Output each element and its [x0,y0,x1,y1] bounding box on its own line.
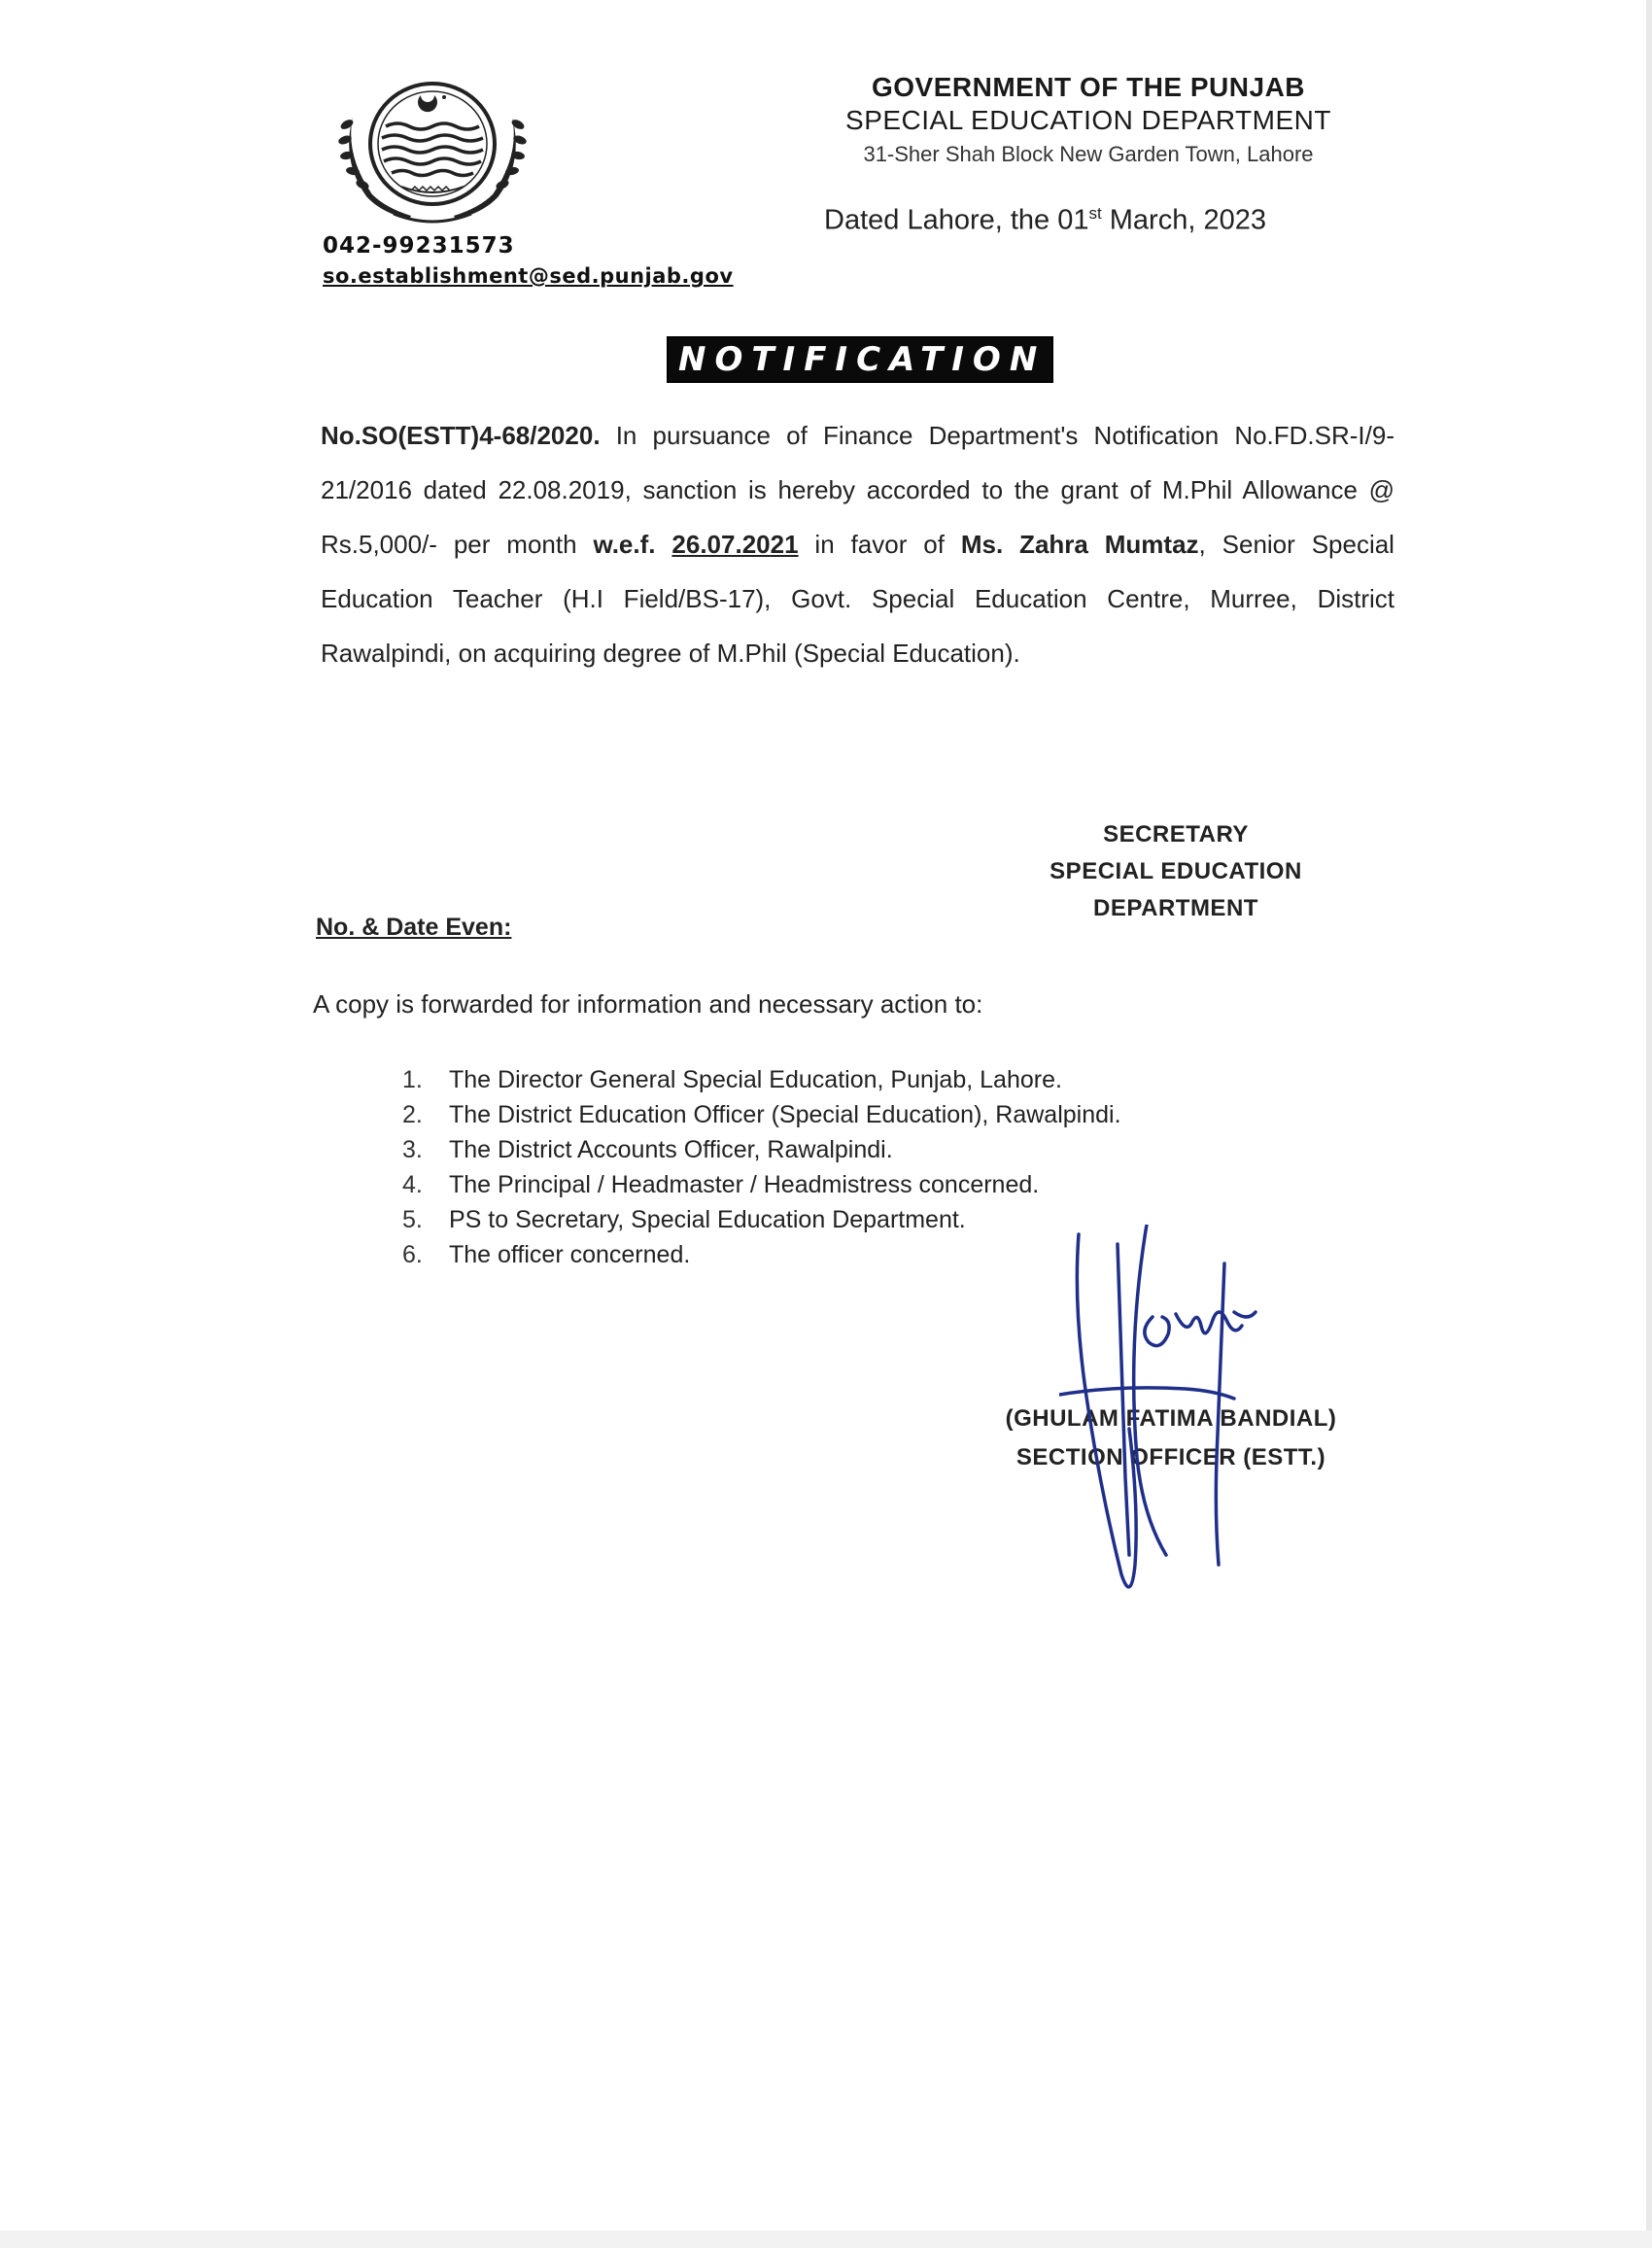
notification-title: NOTIFICATION [667,336,1053,383]
date-prefix: Dated Lahore, the 01 [824,204,1089,236]
list-item [402,1097,1121,1132]
list-item-text: The Director General Special Education, Punjab, Lahore. [449,1066,1062,1093]
list-item-number: 5. [402,1206,423,1233]
date-line [824,204,1266,237]
list-item-number: 1. [402,1066,423,1093]
handwritten-signature [1059,1225,1312,1613]
secretary-block [1030,816,1322,927]
list-item-number: 3. [402,1136,423,1163]
wef-label: w.e.f. [593,530,656,559]
secretary-line-1: SECRETARY [1103,821,1249,847]
date-rest: March, 2023 [1101,204,1266,236]
letterhead [797,72,1380,167]
list-item [402,1167,1121,1202]
body-text-2: in favor of [798,530,961,559]
list-item [402,1237,1121,1272]
no-date-even-label: No. & Date Even: [316,914,512,941]
list-item [402,1202,1121,1237]
department-title: SPECIAL EDUCATION DEPARTMENT [845,105,1331,135]
list-item [402,1062,1121,1097]
recipient-list [402,1062,1121,1272]
list-item [402,1132,1121,1167]
list-item-text: The District Education Officer (Special Education), Rawalpindi. [449,1101,1121,1128]
officer-designation: SECTION OFFICER (ESTT.) [1015,1444,1326,1470]
contact-info [323,233,734,288]
list-item-text: PS to Secretary, Special Education Department. [449,1206,966,1233]
officer-name: (GHULAM FATIMA BANDIAL) [1005,1405,1337,1432]
department-address: 31-Sher Shah Block New Garden Town, Lahore [863,142,1314,166]
body-text-1: In pursuance of Finance Department's Notification No.FD.SR-I/9-21/2016 dated 22.08.2019, sanction is hereby accorded to the grant of M.Phil Allowance @ Rs.5,000/- per month [321,421,1394,559]
list-item-text: The Principal / Headmaster / Headmistress concerned. [449,1171,1040,1198]
list-item-number: 4. [402,1171,423,1198]
list-item-number: 2. [402,1101,423,1128]
reference-number: No.SO(ESTT)4-68/2020. [321,421,601,450]
secretary-line-3: DEPARTMENT [1093,895,1258,921]
punjab-emblem-logo [335,68,544,243]
secretary-line-2: SPECIAL EDUCATION [1050,858,1302,884]
page-edge [1646,0,1652,2248]
beneficiary-name: Ms. Zahra Mumtaz [960,530,1199,559]
wef-date: 26.07.2021 [671,530,799,559]
date-ordinal: st [1088,204,1102,223]
notification-body [321,408,1394,680]
government-title: GOVERNMENT OF THE PUNJAB [871,72,1306,102]
email-address: so.establishment@sed.punjab.gov [323,264,734,288]
copy-forward-text: A copy is forwarded for information and necessary action to: [313,989,983,1019]
body-text-3: , Senior Special Education Teacher (H.I Field/BS-17), Govt. Special Education Centre, Murree, District Rawalpindi, on acquiring degree of M.Phil (Special Education). [321,530,1394,668]
list-item-number: 6. [402,1241,423,1268]
page-edge-bottom [0,2231,1652,2248]
phone-number: 042-99231573 [323,233,515,259]
list-item-text: The officer concerned. [449,1241,691,1268]
list-item-text: The District Accounts Officer, Rawalpindi. [449,1136,893,1163]
